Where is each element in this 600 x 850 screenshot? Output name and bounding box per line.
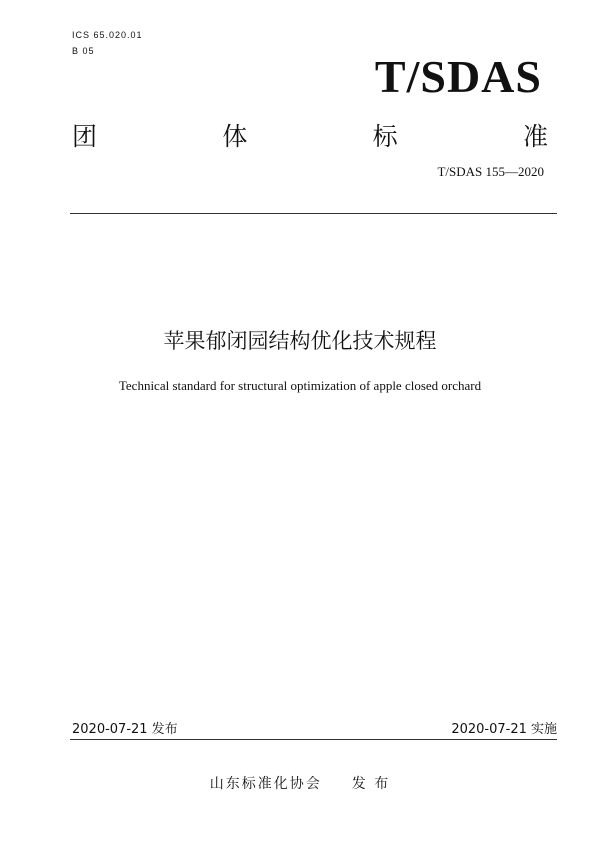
- issue-word: 发 布: [351, 776, 391, 792]
- standard-logo: T/SDAS: [374, 51, 542, 102]
- standard-number: T/SDAS 155—2020: [437, 164, 544, 179]
- standard-type: [72, 117, 548, 153]
- issuer-name: 山东标准化协会: [209, 776, 322, 792]
- issuer-line: [0, 773, 600, 793]
- header-divider: [70, 213, 557, 214]
- standard-type-char: 团: [72, 122, 98, 151]
- ccs-code: B 05: [72, 46, 95, 56]
- publish-date: 2020-07-21 发布: [72, 722, 178, 737]
- document-title-english: Technical standard for structural optimization of apple closed orchard: [118, 378, 482, 393]
- ics-code: ICS 65.020.01: [72, 30, 143, 40]
- standard-type-char: 标: [372, 122, 398, 151]
- implementation-date: 2020-07-21 实施: [451, 722, 557, 737]
- document-title-chinese: 苹果郁闭园结构优化技术规程: [163, 329, 437, 353]
- standard-type-char: 体: [222, 122, 248, 151]
- standard-type-char: 准: [522, 122, 548, 151]
- footer-divider: [70, 739, 557, 740]
